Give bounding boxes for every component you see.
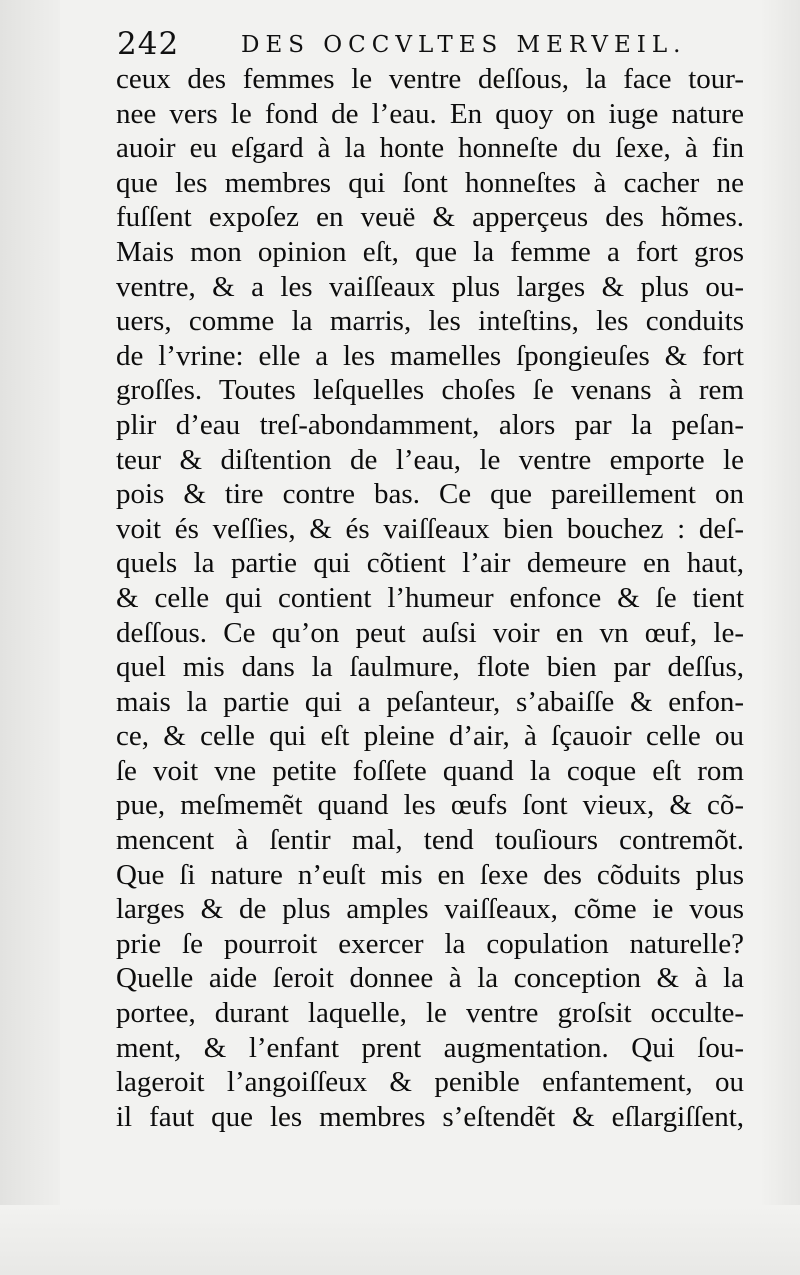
text-line: Quelle aide ſeroit donnee à la conception & à la: [116, 962, 744, 995]
text-line: de l’vrine: elle a les mamelles ſpongieuſes & fort: [116, 339, 744, 372]
bottom-margin-shadow: [0, 1205, 800, 1275]
text-line: quels la partie qui cõtient l’air demeure en haut,: [116, 547, 744, 580]
text-line: mencent à ſentir mal, tend touſiours contremõt.: [116, 824, 744, 857]
text-line: que les membres qui ſont honneſtes à cacher ne: [116, 166, 744, 199]
text-line: deſſous. Ce qu’on peut auſsi voir en vn œuf, le-: [116, 616, 744, 649]
text-line: lageroit l’angoiſſeux & penible enfantement, ou: [116, 1066, 744, 1099]
text-line: Que ſi nature n’euſt mis en ſexe des cõduits plus: [116, 858, 744, 891]
text-line: plir d’eau treſ-abondamment, alors par la peſan-: [116, 408, 744, 441]
body-text: [116, 62, 744, 1134]
text-line: quel mis dans la ſaulmure, flote bien par deſſus,: [116, 651, 744, 684]
running-head: DES OCCVLTES MERVEIL.: [241, 32, 687, 58]
text-line: & celle qui contient l’humeur enfonce & ſe tient: [116, 581, 744, 614]
text-line: uers, comme la marris, les inteſtins, les conduits: [116, 305, 744, 338]
text-line: auoir eu eſgard à la honte honneſte du ſexe, à fin: [116, 132, 744, 165]
text-line: prie ſe pourroit exercer la copulation naturelle?: [116, 927, 744, 960]
text-line: ventre, & a les vaiſſeaux plus larges & plus ou-: [116, 270, 744, 303]
text-line: ment, & l’enfant prent augmentation. Qui ſou-: [116, 1031, 744, 1064]
text-line: pois & tire contre bas. Ce que pareillement on: [116, 478, 744, 511]
page-number: 242: [117, 26, 180, 62]
text-line: voit és veſſies, & és vaiſſeaux bien bouchez : deſ-: [116, 512, 744, 545]
text-line: il faut que les membres s’eſtendẽt & eſlargiſſent,: [116, 1100, 744, 1133]
left-margin-shadow: [0, 0, 60, 1275]
text-line: ceux des femmes le ventre deſſous, la face tour-: [116, 63, 744, 95]
text-line: fuſſent expoſez en veuë & apperçeus des hõmes.: [116, 201, 744, 234]
text-line: pue, meſmemẽt quand les œufs ſont vieux, & cõ-: [116, 789, 744, 822]
text-line: groſſes. Toutes leſquelles choſes ſe venans à rem: [116, 374, 744, 407]
right-margin-shadow: [760, 0, 800, 1275]
text-line: larges & de plus amples vaiſſeaux, cõme ie vous: [116, 893, 744, 926]
text-line: teur & diſtention de l’eau, le ventre emporte le: [116, 443, 744, 476]
text-line: nee vers le fond de l’eau. En quoy on iuge nature: [116, 97, 744, 130]
text-line: ſe voit vne petite foſſete quand la coque eſt rom: [116, 754, 744, 787]
text-line: portee, durant laquelle, le ventre groſsit occulte-: [116, 997, 744, 1030]
text-line: mais la partie qui a peſanteur, s’abaiſſe & enfon-: [116, 685, 744, 718]
text-line: ce, & celle qui eſt pleine d’air, à ſçauoir celle ou: [116, 720, 744, 753]
text-line: Mais mon opinion eſt, que la femme a fort gros: [116, 235, 744, 268]
page-header: [117, 22, 717, 64]
